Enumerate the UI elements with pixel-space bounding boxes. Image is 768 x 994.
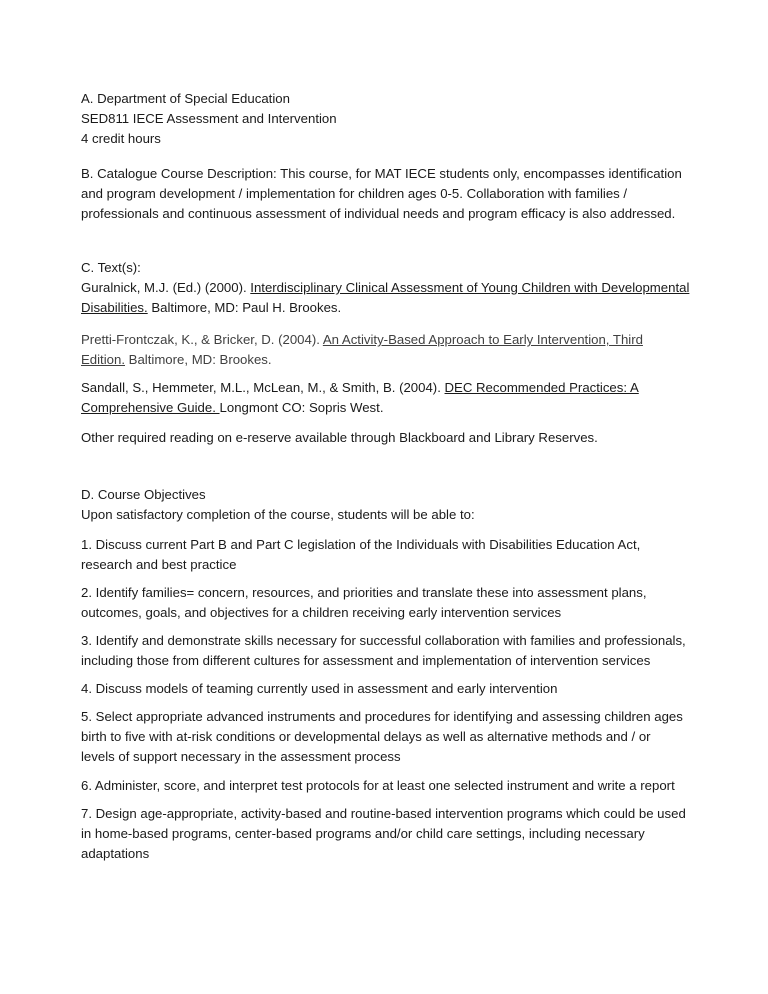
credit-hours: 4 credit hours bbox=[81, 131, 161, 146]
objective-4 bbox=[81, 679, 691, 699]
reference-authors: Sandall, S., Hemmeter, M.L., McLean, M., & Smith, B. (2004). bbox=[81, 380, 445, 395]
department-heading: A. Department of Special Education bbox=[81, 91, 290, 106]
reference-publisher: Longmont CO: Sopris West. bbox=[219, 400, 384, 415]
description-line: professionals and continuous assessment of individual needs and program efficacy is also addressed. bbox=[81, 206, 676, 221]
objective-line: adaptations bbox=[81, 846, 150, 861]
reference-title: An Activity-Based Approach to Early Intervention, Third bbox=[322, 332, 643, 347]
objective-line: including those from different cultures for assessment and implementation of intervention services bbox=[81, 653, 651, 668]
objective-line: 5. Select appropriate advanced instruments and procedures for identifying and assessing children ages bbox=[81, 709, 683, 724]
objective-line: research and best practice bbox=[81, 557, 237, 572]
objective-line: 4. Discuss models of teaming currently used in assessment and early intervention bbox=[81, 681, 558, 696]
objective-line: levels of support necessary in the assessment process bbox=[81, 749, 401, 764]
reference-title: Disabilities. bbox=[81, 300, 148, 315]
section-d-heading bbox=[81, 485, 691, 525]
reference-1 bbox=[81, 278, 691, 298]
reference-2-cont bbox=[81, 350, 691, 370]
course-title: SED811 IECE Assessment and Intervention bbox=[81, 111, 337, 126]
description-line: and program development / implementation for children ages 0-5. Collaboration with families / bbox=[81, 186, 628, 201]
objective-7 bbox=[81, 804, 691, 864]
objective-line: outcomes, goals, and objectives for a children receiving early intervention services bbox=[81, 605, 562, 620]
section-a bbox=[81, 89, 691, 149]
other-reading bbox=[81, 428, 691, 448]
objective-line: birth to five with at-risk conditions or developmental delays as well as alternative methods and / or bbox=[81, 729, 651, 744]
texts-heading: C. Text(s): bbox=[81, 260, 141, 275]
objective-6 bbox=[81, 776, 691, 796]
reference-title: Edition. bbox=[81, 352, 125, 367]
reference-publisher: Baltimore, MD: Paul H. Brookes. bbox=[147, 300, 342, 315]
objective-5 bbox=[81, 707, 691, 767]
objective-line: 1. Discuss current Part B and Part C legislation of the Individuals with Disabilities Education Act, bbox=[81, 537, 641, 552]
objective-line: 6. Administer, score, and interpret test protocols for at least one selected instrument and write a report bbox=[81, 778, 675, 793]
objective-line: 7. Design age-appropriate, activity-based and routine-based intervention programs which could be used bbox=[81, 806, 686, 821]
description-line: B. Catalogue Course Description: This course, for MAT IECE students only, encompasses identification bbox=[81, 166, 682, 181]
reference-authors: Pretti-Frontczak, K., & Bricker, D. (2004). bbox=[81, 332, 323, 347]
objective-line: 2. Identify families= concern, resources, and priorities and translate these into assessment plans, bbox=[81, 585, 647, 600]
reference-title: DEC Recommended Practices: A bbox=[444, 380, 639, 395]
objective-2 bbox=[81, 583, 691, 623]
section-b-description bbox=[81, 164, 691, 224]
reference-2-block bbox=[81, 330, 691, 370]
reference-authors: Guralnick, M.J. (Ed.) (2000). bbox=[81, 280, 251, 295]
section-c-texts bbox=[81, 258, 691, 318]
reference-1-cont bbox=[81, 298, 691, 318]
reference-title: Comprehensive Guide. bbox=[81, 400, 220, 415]
objectives-heading: D. Course Objectives bbox=[81, 487, 206, 502]
objective-line: in home-based programs, center-based programs and/or child care settings, including necessary bbox=[81, 826, 645, 841]
reference-publisher: Baltimore, MD: Brookes. bbox=[125, 352, 272, 367]
reference-3-block bbox=[81, 378, 691, 418]
objective-3 bbox=[81, 631, 691, 671]
reference-3 bbox=[81, 378, 691, 398]
objective-line: 3. Identify and demonstrate skills necessary for successful collaboration with families and professionals, bbox=[81, 633, 686, 648]
objective-1 bbox=[81, 535, 691, 575]
reference-title: Interdisciplinary Clinical Assessment of Young Children with Developmental bbox=[250, 280, 690, 295]
other-reading-text: Other required reading on e-reserve available through Blackboard and Library Reserves. bbox=[81, 430, 598, 445]
objectives-intro: Upon satisfactory completion of the course, students will be able to: bbox=[81, 507, 475, 522]
reference-2 bbox=[81, 330, 691, 350]
reference-3-cont bbox=[81, 398, 691, 418]
